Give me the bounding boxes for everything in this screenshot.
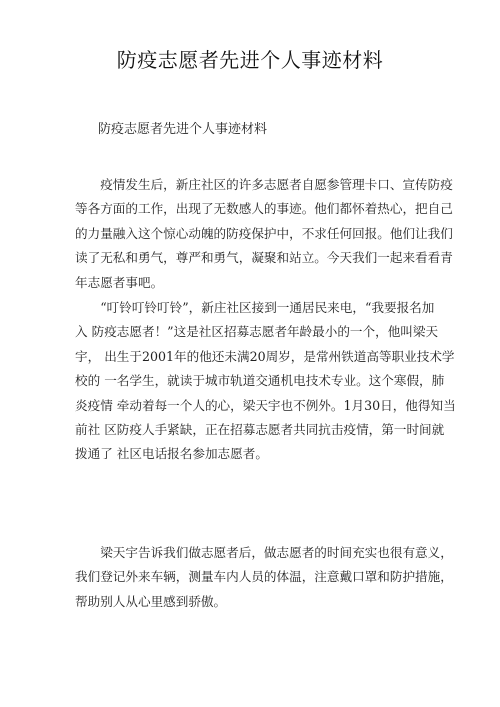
paragraph-line: 帮助别人从心里感到骄傲。 (75, 593, 227, 609)
paragraph-3 (75, 541, 453, 614)
paragraph-line: 读了无私和勇气，尊严和勇气，凝聚和站立。今天我们一起来看看青 (75, 250, 453, 266)
paragraph-line: 疫情发生后，新庄社区的许多志愿者自愿参管理卡口、宣传防疫 (75, 177, 453, 192)
paragraph-line: 前社 区防疫人手紧缺，正在招募志愿者共同抗击疫情，第一时间就 (75, 421, 445, 437)
paragraph-1 (75, 173, 453, 295)
paragraph-line: 炎疫情 牵动着每一个人的心，梁天宇也不例外。1月30日，他得知当 (75, 397, 456, 413)
paragraph-line: 的力量融入这个惊心动魄的防疫保护中，不求任何回报。他们让我们 (75, 225, 453, 241)
paragraph-line: 等各方面的工作，出现了无数感人的事迹。他们都怀着热心，把自己 (75, 201, 453, 217)
paragraph-2 (75, 296, 456, 467)
document-title: 防疫志愿者先进个人事迹材料 (116, 48, 384, 72)
paragraph-line: 入 防疫志愿者！”这是社区招募志愿者年龄最小的一个，他叫梁天 (75, 324, 439, 340)
paragraph-line: 校的 一名学生，就读于城市轨道交通机电技术专业。这个寒假，肺 (75, 373, 445, 389)
paragraph-line: 拨通了 社区电话报名参加志愿者。 (75, 446, 268, 462)
paragraph-line: 宇， 出生于2001年的他还未满20周岁，是常州铁道高等职业技术学 (75, 348, 455, 364)
paragraph-line: 我们登记外来车辆，测量车内人员的体温，注意戴口罩和防护措施， (75, 569, 453, 585)
paragraph-line: 年志愿者事吧。 (75, 274, 164, 290)
document-subtitle: 防疫志愿者先进个人事迹材料 (98, 122, 268, 137)
paragraph-line: 梁天宇告诉我们做志愿者后，做志愿者的时间充实也很有意义， (75, 545, 453, 560)
paragraph-line: “叮铃叮铃叮铃”，新庄社区接到一通居民来电，“我要报名加 (75, 300, 435, 315)
